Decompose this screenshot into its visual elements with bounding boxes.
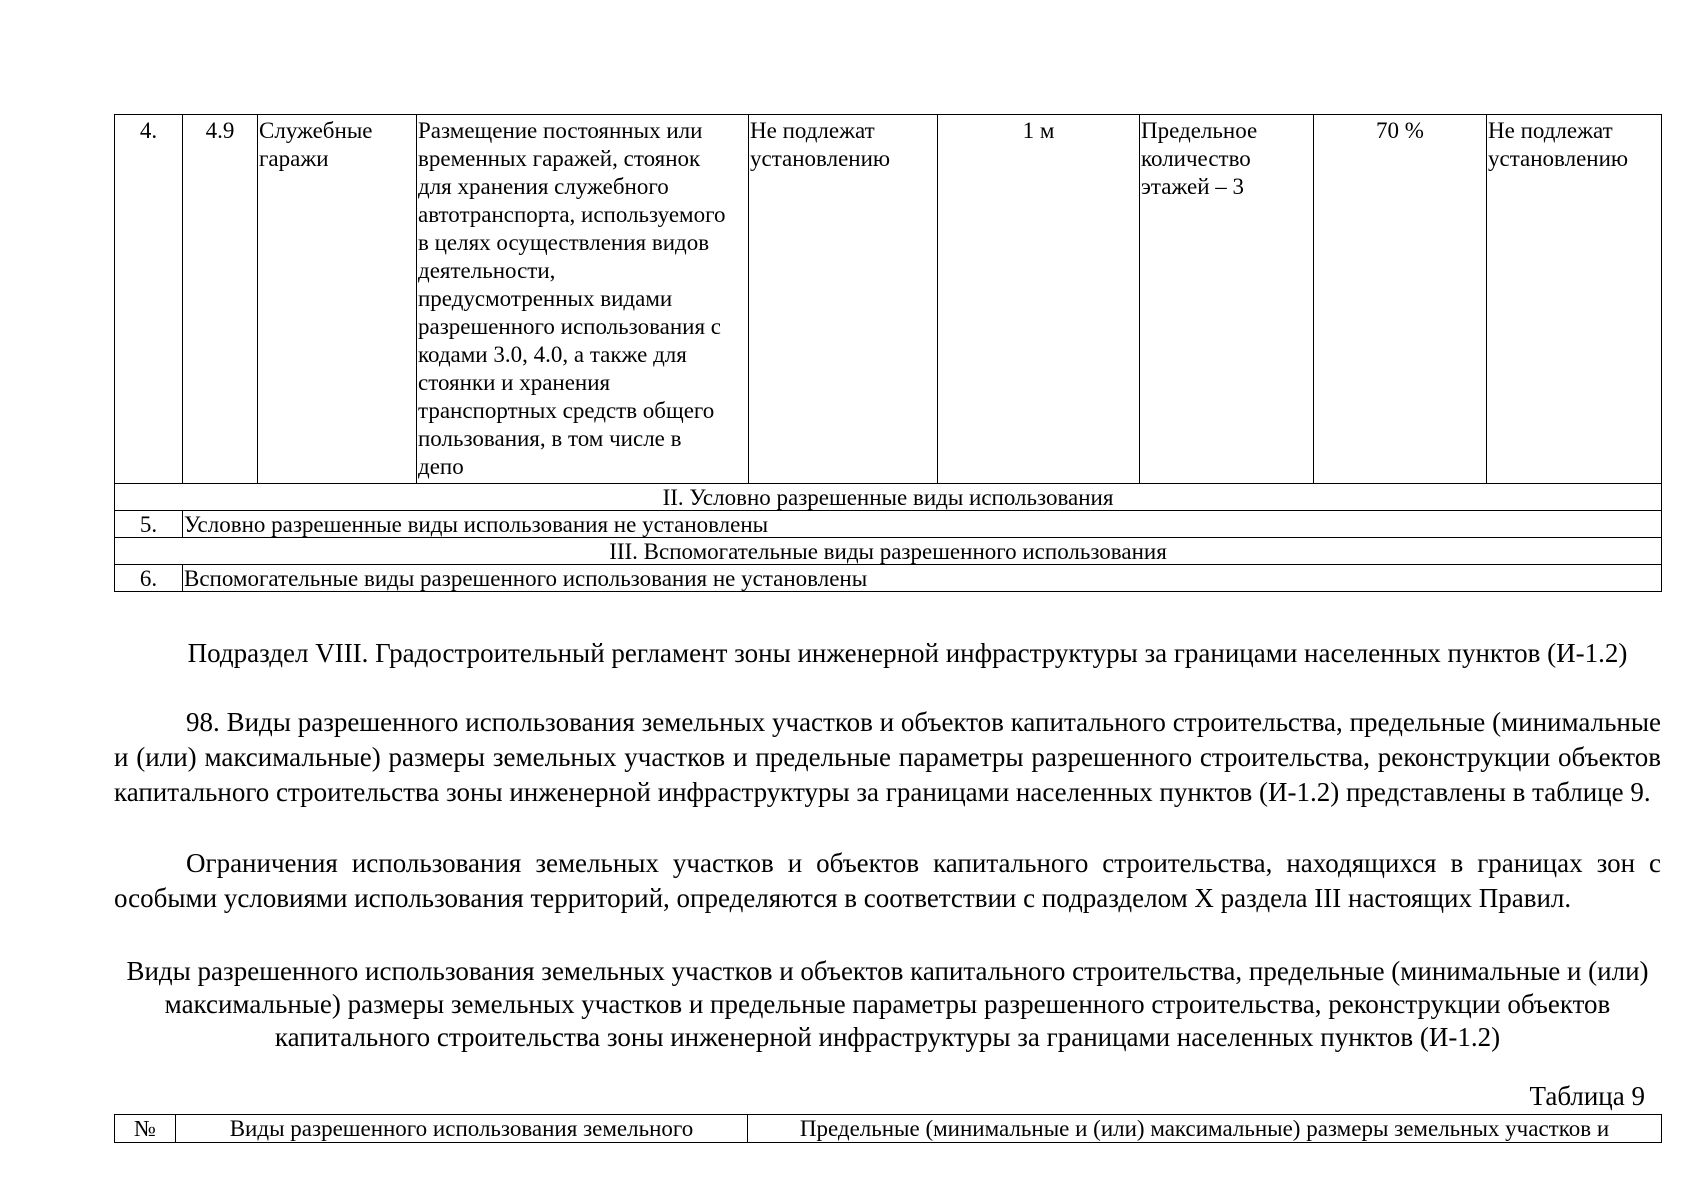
description-line: деятельности,: [418, 258, 556, 283]
header-limits: Предельные (минимальные и (или) максимальные) размеры земельных участков и: [748, 1115, 1662, 1143]
plot-size-cell: [749, 115, 938, 484]
use-description: [417, 115, 749, 484]
floors-line: Предельное: [1141, 118, 1258, 143]
description-line: автотранспорта, используемого: [418, 202, 726, 227]
paragraph-restrictions: Ограничения использования земельных участков и объектов капитального строительства, находящихся в границах зон с особыми условиями использования территорий, определяются в соответствии с подразделом X раздела III настоящих Правил.: [114, 848, 1661, 913]
other-params-line: установлению: [1488, 146, 1629, 171]
description-line: кодами 3.0, 4.0, а также для: [418, 342, 687, 367]
other-params-line: Не подлежат: [1488, 118, 1613, 143]
setback-cell: 1 м: [938, 115, 1140, 484]
table-9-header: [114, 1114, 1662, 1143]
header-use-types: Виды разрешенного использования земельного: [176, 1115, 748, 1143]
row-number: 6.: [115, 565, 183, 592]
floors-line: количество: [1141, 146, 1251, 171]
description-line: депо: [418, 454, 464, 479]
section-heading-row: [115, 484, 1662, 511]
description-line: стоянки и хранения: [418, 370, 611, 395]
row-number: 5.: [115, 511, 183, 538]
coverage-cell: 70 %: [1314, 115, 1487, 484]
header-number: №: [115, 1115, 176, 1143]
use-name-line: гаражи: [259, 146, 329, 171]
description-line: в целях осуществления видов: [418, 230, 710, 255]
row-text: Условно разрешенные виды использования не установлены: [183, 511, 1662, 538]
floors-cell: [1140, 115, 1314, 484]
subsection-heading: Подраздел VIII. Градостроительный регламент зоны инженерной инфраструктуры за границами населенных пунктов (И-1.2): [187, 638, 1628, 668]
description-line: транспортных средств общего: [418, 398, 715, 423]
use-code: 4.9: [183, 115, 258, 484]
use-name: [258, 115, 417, 484]
table-9-label: Таблица 9: [1529, 1081, 1645, 1111]
zoning-table-continuation: [114, 114, 1662, 592]
section-heading-row: [115, 538, 1662, 565]
table-row: [115, 511, 1662, 538]
description-line: для хранения служебного: [418, 174, 669, 199]
description-line: пользования, в том числе в: [418, 426, 682, 451]
table-9-title: Виды разрешенного использования земельных участков и объектов капитального строительства, предельные (минимальные и (или) максимальные) размеры земельных участков и предельные параметры разрешенного строительства, реконструкции объектов капитального строительства зоны инженерной инфраструктуры за границами населенных пунктов (И-1.2): [126, 956, 1649, 1052]
plot-size-line: Не подлежат: [750, 118, 875, 143]
description-line: разрешенного использования с: [418, 314, 722, 339]
description-line: Размещение постоянных или: [418, 118, 703, 143]
table-row: [115, 565, 1662, 592]
row-text: Вспомогательные виды разрешенного использования не установлены: [183, 565, 1662, 592]
description-line: временных гаражей, стоянок: [418, 146, 701, 171]
description-line: предусмотренных видами: [418, 286, 673, 311]
row-number: 4.: [115, 115, 183, 484]
other-params-cell: [1487, 115, 1662, 484]
plot-size-line: установлению: [750, 146, 891, 171]
table-row: [115, 115, 1662, 484]
use-name-line: Служебные: [259, 118, 373, 143]
table-header-row: [115, 1115, 1662, 1143]
paragraph-98: 98. Виды разрешенного использования земельных участков и объектов капитального строительства, предельные (минимальные и (или) максимальные) размеры земельных участков и предельные параметры разрешенного строительства, реконструкции объектов капитального строительства зоны инженерной инфраструктуры за границами населенных пунктов (И-1.2) представлены в таблице 9.: [114, 707, 1661, 807]
floors-line: этажей – 3: [1141, 174, 1245, 199]
section-heading: III. Вспомогательные виды разрешенного использования: [115, 538, 1662, 565]
section-heading: II. Условно разрешенные виды использования: [115, 484, 1662, 511]
